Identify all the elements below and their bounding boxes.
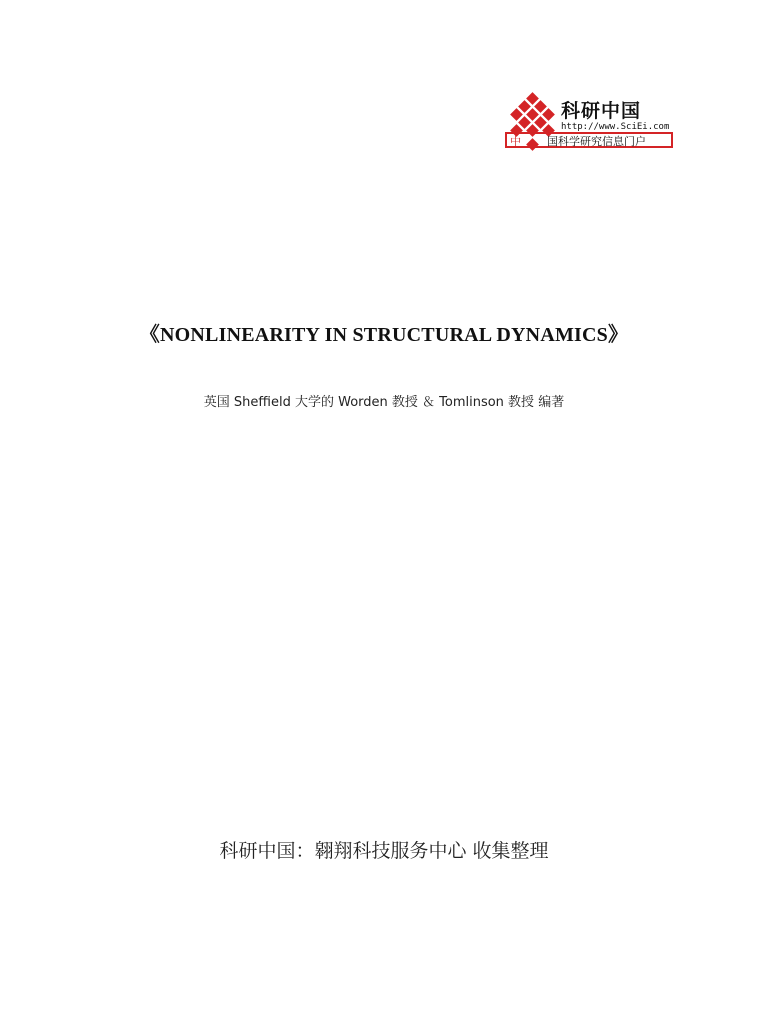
logo-url: http://www.SciEi.com xyxy=(561,122,670,132)
document-authors: 英国 Sheffield 大学的 Worden 教授 ＆ Tomlinson 教授 编著 xyxy=(203,395,565,410)
logo-tagline-text: 国科学研究信息门户 xyxy=(547,135,646,148)
document-collector: 科研中国：翱翔科技服务中心 收集整理 xyxy=(219,840,549,862)
logo-tagline-lead: 中 xyxy=(510,135,521,148)
logo-tagline-box xyxy=(505,132,673,148)
logo-title: 科研中国 xyxy=(561,100,642,122)
scienti-china-logo xyxy=(503,92,678,152)
document-title: 《NONLINEARITY IN STRUCTURAL DYNAMICS》 xyxy=(139,324,629,346)
